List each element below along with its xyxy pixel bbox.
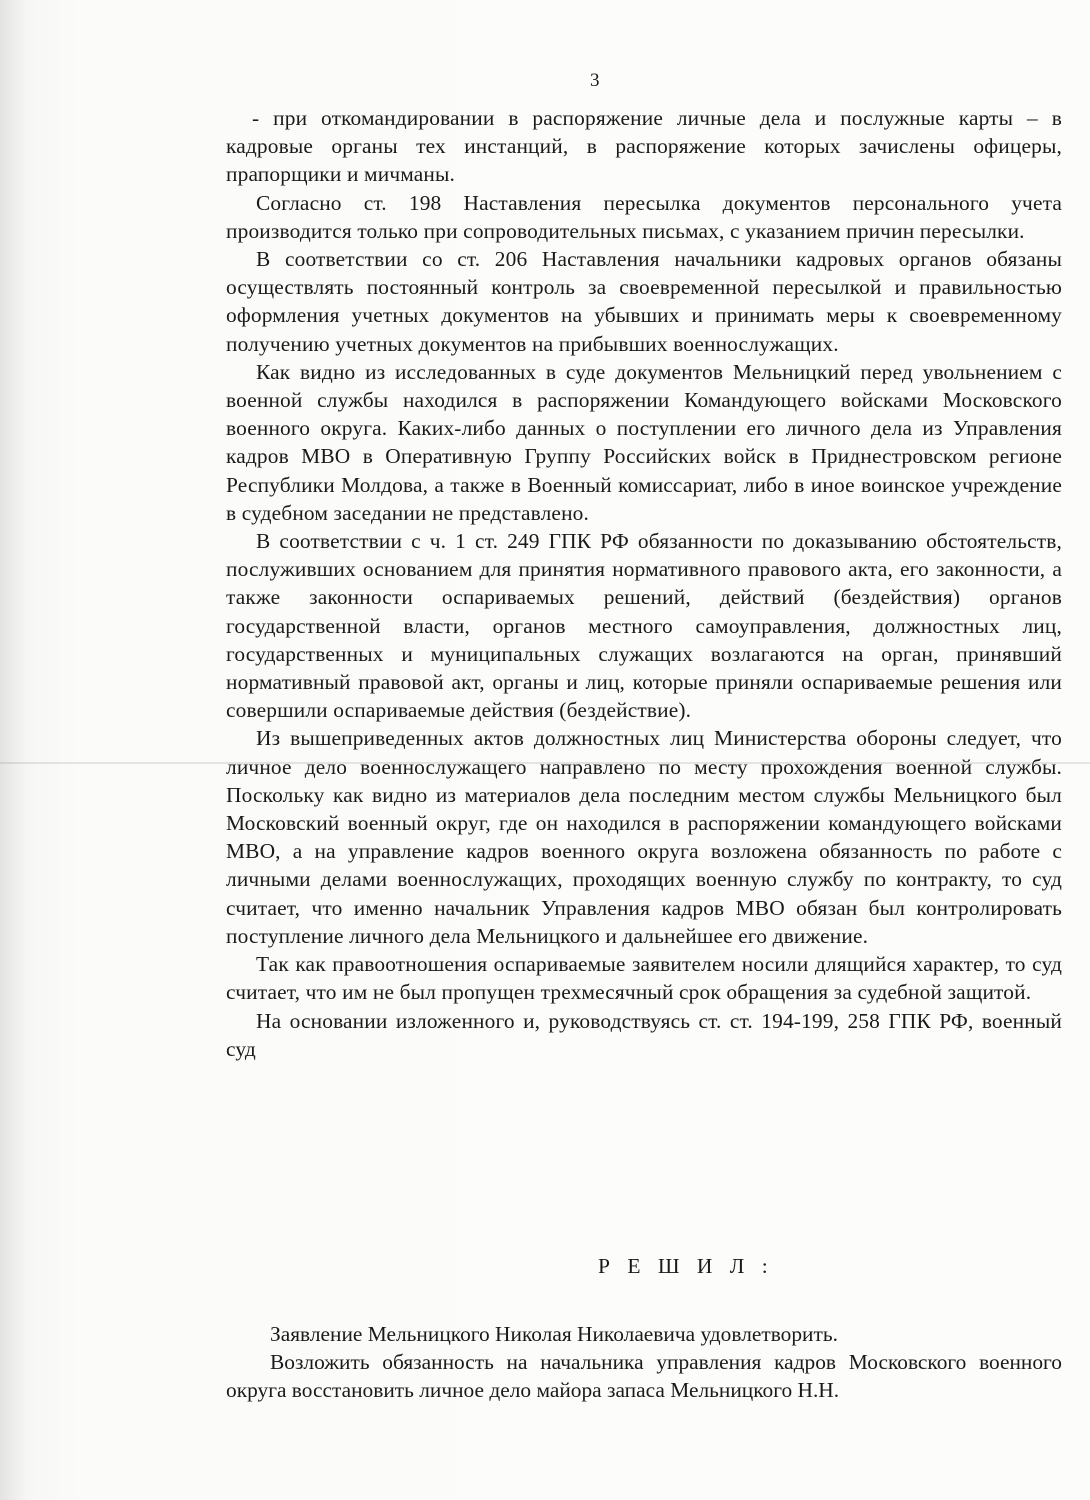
document-body <box>226 104 1062 1063</box>
decision-item: Возложить обязанность на начальника управления кадров Московского военного округа восстановить личное дело майора запаса Мельницкого Н.Н. <box>226 1350 1062 1403</box>
paragraph: В соответствии со ст. 206 Наставления начальники кадровых органов обязаны осуществлять постоянный контроль за своевременной пересылкой и правильностью оформления учетных документов на убывших и принимать меры к своевременному получению учетных документов на прибывших военнослужащих. <box>226 247 1062 356</box>
paragraph: - при откомандировании в распоряжение личные дела и послужные карты – в кадровые органы тех инстанций, в распоряжение которых зачислены офицеры, прапорщики и мичманы. <box>226 106 1062 187</box>
decision-item: Заявление Мельницкого Николая Николаевича удовлетворить. <box>270 1322 838 1346</box>
decision-body <box>226 1320 1062 1405</box>
paragraph: На основании изложенного и, руководствуясь ст. ст. 194-199, 258 ГПК РФ, военный суд <box>226 1008 1062 1061</box>
paragraph: В соответствии с ч. 1 ст. 249 ГПК РФ обязанности по доказыванию обстоятельств, послуживших основанием для принятия нормативного правового акта, его законности, а также законности оспариваемых решений, действий (бездействия) органов государственной власти, органов местного самоуправления, должностных лиц, государственных и муниципальных служащих возлагаются на орган, принявший нормативный правовой акт, органы и лиц, которые приняли оспариваемые решения или совершили оспариваемые действия (бездействие). <box>226 529 1062 723</box>
decision-heading: Р Е Ш И Л : <box>598 1254 774 1278</box>
page-number: 3 <box>590 70 600 91</box>
paragraph: Согласно ст. 198 Наставления пересылка документов персонального учета производится только при сопроводительных письмах, с указанием причин пересылки. <box>226 190 1062 243</box>
paragraph: Так как правоотношения оспариваемые заявителем носили длящийся характер, то суд считает, что им не был пропущен трехмесячный срок обращения за судебной защитой. <box>226 952 1062 1005</box>
scan-edge-shadow <box>0 0 26 1500</box>
paragraph: Из вышеприведенных актов должностных лиц Министерства обороны следует, что личное дело военнослужащего направлено по месту прохождения военной службы. Поскольку как видно из материалов дела последним местом службы Мельницкого был Московский военный округ, где он находился в распоряжении командующего войсками МВО, а на управление кадров военного округа возложена обязанность по работе с личными делами военнослужащих, проходящих военную службу по контракту, то суд считает, что именно начальник Управления кадров МВО обязан был контролировать поступление личного дела Мельницкого и дальнейшее его движение. <box>226 726 1062 948</box>
paragraph: Как видно из исследованных в суде документов Мельницкий перед увольнением с военной службы находился в распоряжении Командующего войсками Московского военного округа. Каких-либо данных о поступлении его личного дела из Управления кадров МВО в Оперативную Группу Российских войск в Приднестровском регионе Республики Молдова, а также в Военный комиссариат, либо в иное воинское учреждение в судебном заседании не представлено. <box>226 359 1062 525</box>
